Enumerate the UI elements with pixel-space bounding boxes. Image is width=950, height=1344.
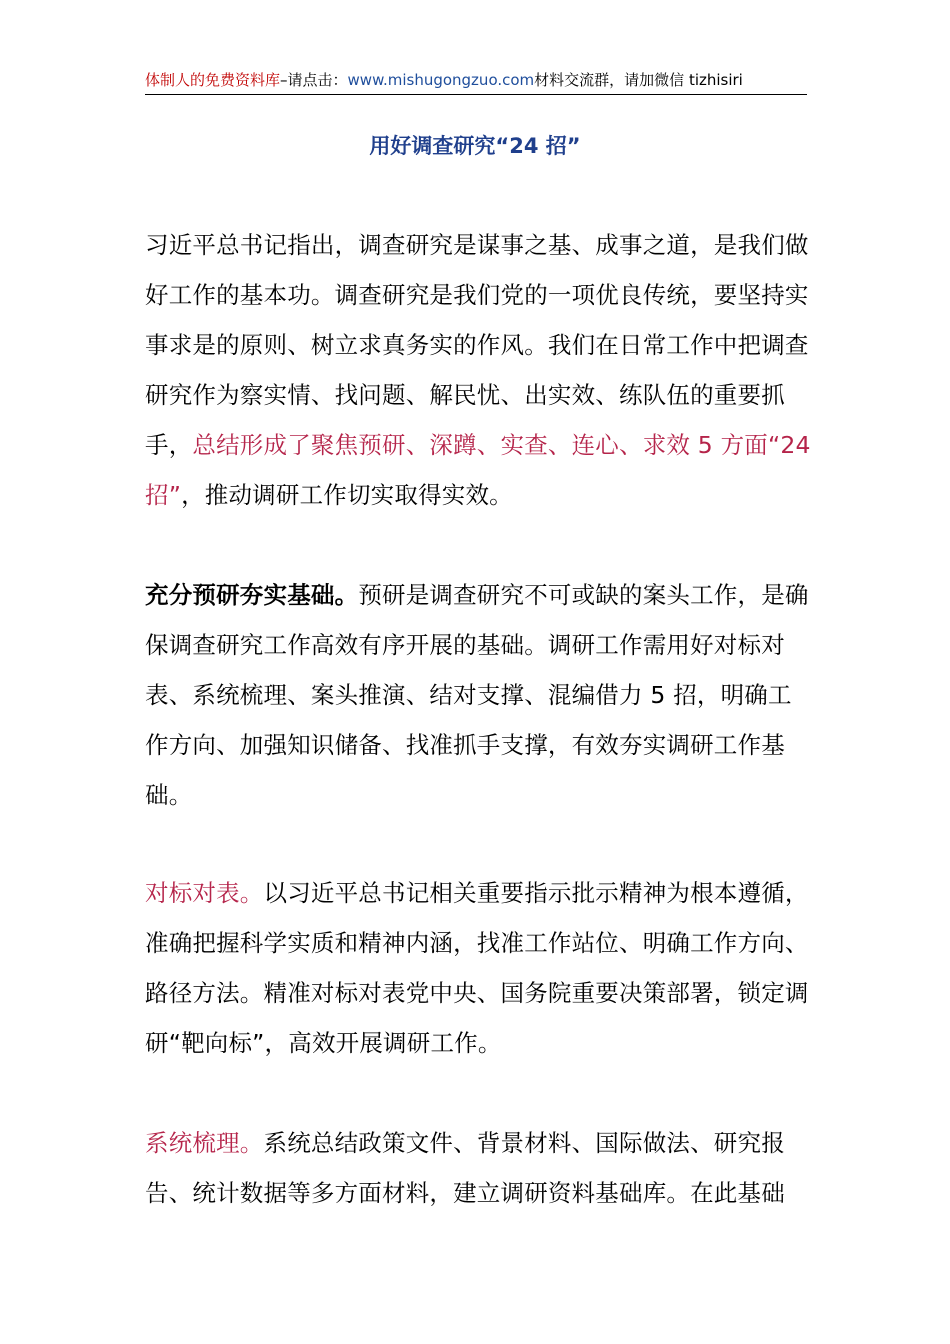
intro-highlight: 总结形成了聚焦预研、深蹲、实查、连心、求效 5 方面“24 招”	[145, 431, 811, 509]
header-site-link[interactable]: www.mishugongzuo.com	[347, 71, 535, 89]
benchmark-text: 以习近平总书记相关重要指示批示精神为根本遵循，准确把握科学实质和精神内涵，找准工作站位、明确工作方向、路径方法。精准对标对表党中央、国务院重要决策部署，锁定调研“靶向标”，高效开展调研工作。	[145, 879, 809, 1057]
intro-text-a: 习近平总书记指出，调查研究是谋事之基、成事之道，是我们做好工作的基本功。调查研究是我们党的一项优良传统，要坚持实事求是的原则、树立求真务实的作风。我们在日常工作中把调查研究作为察实情、找问题、解民忧、出实效、练队伍的重要抓手，	[145, 231, 809, 459]
systematic-heading: 系统梳理。	[145, 1129, 264, 1157]
header-brand: 体制人的免费资料库	[145, 71, 281, 89]
paragraph-preresearch	[145, 570, 815, 820]
paragraph-systematic	[145, 1118, 815, 1218]
header-group-info: 材料交流群，请加微信 tizhisiri	[534, 71, 743, 89]
systematic-text: 系统总结政策文件、背景材料、国际做法、研究报告、统计数据等多方面材料，建立调研资料基础库。在此基础	[145, 1129, 785, 1207]
preresearch-heading: 充分预研夯实基础。	[145, 581, 359, 609]
benchmark-heading: 对标对表。	[145, 879, 264, 907]
intro-text-b: ，推动调研工作切实取得实效。	[181, 481, 513, 509]
page-header	[145, 66, 807, 95]
header-prompt: –请点击：	[280, 71, 348, 89]
paragraph-intro	[145, 220, 815, 520]
preresearch-text: 预研是调查研究不可或缺的案头工作，是确保调查研究工作高效有序开展的基础。调研工作需用好对标对表、系统梳理、案头推演、结对支撑、混编借力 5 招，明确工作方向、加强知识储备、找准抓手支撑，有效夯实调研工作基础。	[145, 581, 809, 809]
paragraph-benchmark	[145, 868, 815, 1068]
document-title: 用好调查研究“24 招”	[369, 134, 581, 158]
